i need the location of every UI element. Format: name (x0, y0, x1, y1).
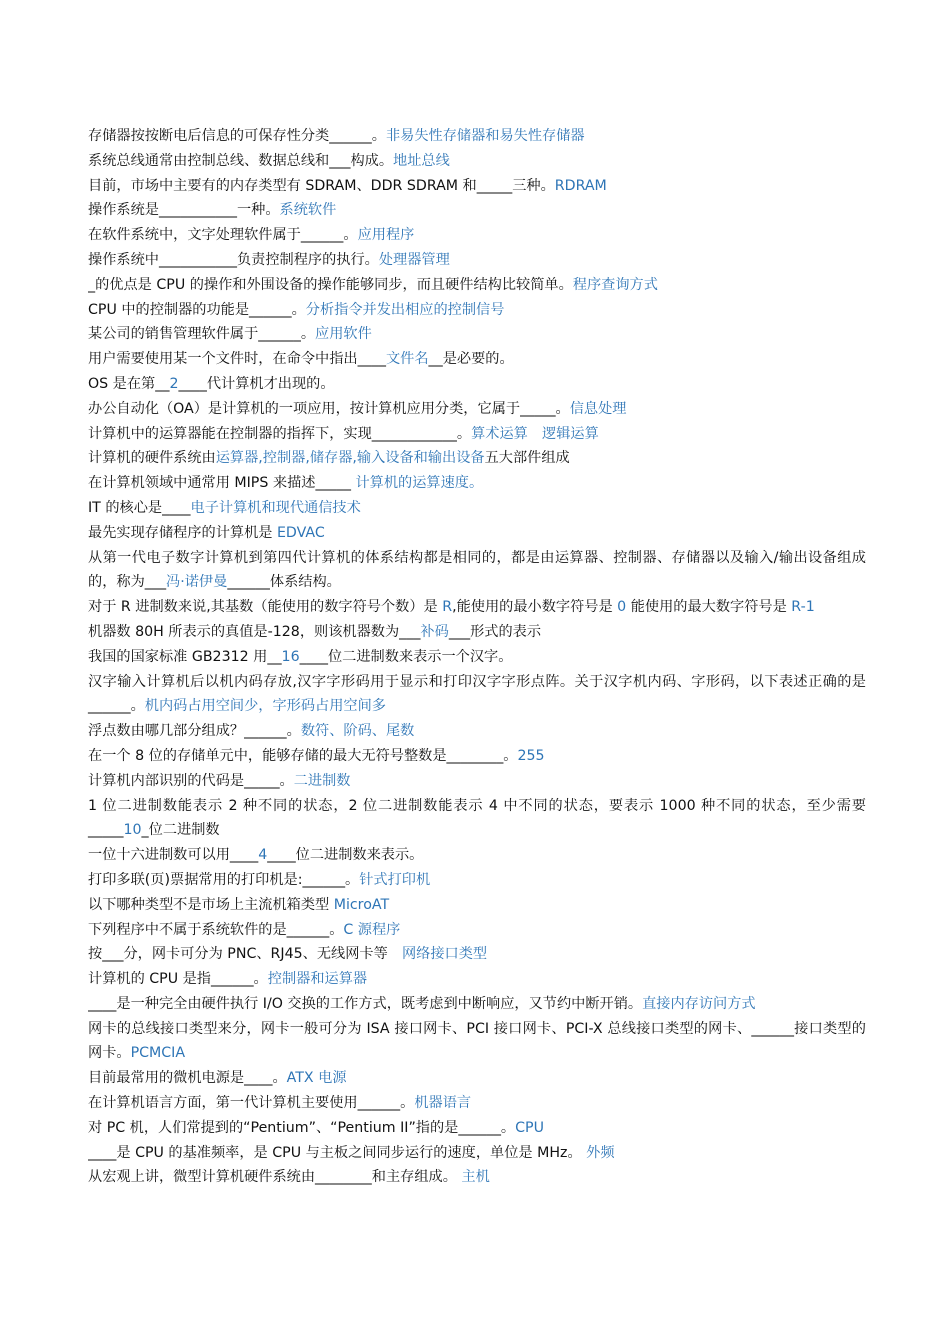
question-text: 某公司的销售管理软件属于______。 (88, 326, 316, 343)
answer-text: 4 (258, 847, 268, 864)
question-text: ____位二进制数来表示。 (267, 847, 424, 864)
question-text: 在软件系统中，文字处理软件属于______。 (88, 227, 358, 244)
answer-text: 补码 (420, 623, 449, 640)
question-line (88, 967, 866, 992)
question-text: 对于 R 进制数来说,其基数（能使用的数字符号个数）是 (88, 599, 443, 616)
question-line (88, 645, 866, 670)
question-text: ____是 CPU 的基准频率，是 CPU 与主板之间同步运行的速度，单位是 MHz。 (88, 1144, 587, 1161)
question-text: 计算机中的运算器能在控制器的指挥下，实现____________。 (88, 425, 472, 442)
document-body (88, 124, 866, 1190)
answer-text: 255 (517, 747, 545, 764)
answer-text: ATX 电源 (286, 1070, 347, 1087)
answer-text: 电子计算机和现代通信技术 (190, 499, 361, 516)
answer-text: 直接内存访问方式 (642, 995, 756, 1012)
question-line (88, 769, 866, 794)
answer-text: 16 (281, 648, 300, 665)
answer-text: 文件名 (385, 351, 429, 368)
question-text: 最先实现存储程序的计算机是 (88, 524, 277, 541)
question-line (88, 1165, 866, 1190)
question-line (88, 1066, 866, 1091)
question-text: 办公自动化（OA）是计算机的一项应用，按计算机应用分类，它属于_____。 (88, 400, 570, 417)
question-text: 我国的国家标准 GB2312 用__ (88, 648, 282, 665)
question-line (88, 471, 866, 496)
answer-text: 机内码占用空间少，字形码占用空间多 (144, 698, 386, 715)
question-text: _位二进制数 (141, 822, 220, 839)
answer-text: 外频 (586, 1144, 615, 1161)
answer-text: CPU (515, 1119, 544, 1136)
answer-text: 算术运算 逻辑运算 (471, 425, 599, 442)
question-text: 操作系统是___________一种。 (88, 202, 280, 219)
question-text: 计算机内部识别的代码是_____。 (88, 772, 294, 789)
answer-text: RDRAM (554, 177, 607, 194)
question-text: 一位十六进制数可以用____ (88, 847, 259, 864)
question-text: 从第一代电子数字计算机到第四代计算机的体系结构都是相同的，都是由运算器、控制器、存储器以及输入/输出设备组成的，称为___ (88, 549, 866, 591)
question-text: 用户需要使用某一个文件时，在命令中指出____ (88, 351, 386, 368)
question-text: 系统总线通常由控制总线、数据总线和___构成。 (88, 152, 394, 169)
question-text: ,能使用的最小数字符号是 (452, 599, 618, 616)
question-line (88, 942, 866, 967)
question-line (88, 794, 866, 844)
question-line (88, 347, 866, 372)
answer-text: MicroAT (333, 896, 390, 913)
question-line (88, 496, 866, 521)
answer-text: 程序查询方式 (572, 276, 658, 293)
question-text: 计算机的硬件系统由 (88, 450, 216, 467)
question-text: OS 是在第__ (88, 375, 170, 392)
question-line (88, 546, 866, 596)
question-text: ___形式的表示 (448, 623, 542, 640)
question-text: ______体系结构。 (227, 574, 341, 591)
question-text: 能使用的最大数字符号是 (626, 599, 792, 616)
answer-text: 应用程序 (357, 227, 415, 244)
question-line (88, 273, 866, 298)
question-line (88, 744, 866, 769)
answer-text: 应用软件 (315, 326, 372, 343)
question-line (88, 124, 866, 149)
question-text: 按___分，网卡可分为 PNC、RJ45、无线网卡等 (88, 946, 402, 963)
answer-text: 针式打印机 (359, 871, 431, 888)
answer-text: R (442, 599, 453, 616)
question-line (88, 595, 866, 620)
question-line (88, 1116, 866, 1141)
answer-text: 运算器,控制器,储存器,输入设备和输出设备 (215, 450, 485, 467)
answer-text: 系统软件 (279, 202, 337, 219)
question-line (88, 149, 866, 174)
answer-text: 冯·诺伊曼 (166, 574, 228, 591)
question-text: 以下哪种类型不是市场上主流机箱类型 (88, 896, 334, 913)
question-line (88, 719, 866, 744)
question-text: 操作系统中___________负责控制程序的执行。 (88, 251, 379, 268)
question-line (88, 322, 866, 347)
question-text: ____是一种完全由硬件执行 I/O 交换的工作方式，既考虑到中断响应，又节约中断开销。 (88, 995, 643, 1012)
question-line (88, 198, 866, 223)
answer-text: 计算机的运算速度。 (355, 475, 484, 492)
question-text: 对 PC 机，人们常提到的“Pentium”、“Pentium II”指的是______。 (88, 1119, 516, 1136)
question-line (88, 918, 866, 943)
question-line (88, 1141, 866, 1166)
answer-text: R-1 (791, 599, 815, 616)
question-text: 下列程序中不属于系统软件的是______。 (88, 921, 344, 938)
question-text: 在计算机领域中通常用 MIPS 来描述_____ (88, 475, 356, 492)
question-text: 五大部件组成 (484, 450, 570, 467)
question-text: 存储器按按断电后信息的可保存性分类______。 (88, 128, 386, 144)
answer-text: 数符、阶码、尾数 (300, 723, 415, 740)
question-text: 在计算机语言方面，第一代计算机主要使用______。 (88, 1095, 415, 1112)
answer-text: 分析指令并发出相应的控制信号 (305, 301, 505, 318)
answer-text: C 源程序 (343, 921, 401, 938)
question-text: _的优点是 CPU 的操作和外围设备的操作能够同步，而且硬件结构比较简单。 (88, 276, 573, 293)
question-text: 从宏观上讲，微型计算机硬件系统由________和主存组成。 (88, 1169, 462, 1186)
question-line (88, 670, 866, 720)
question-line (88, 446, 866, 471)
answer-text: 信息处理 (569, 400, 627, 417)
answer-text: 处理器管理 (378, 251, 450, 268)
answer-text: 主机 (461, 1169, 490, 1186)
question-line (88, 223, 866, 248)
answer-text: 2 (169, 375, 179, 392)
question-line (88, 174, 866, 199)
answer-text: EDVAC (276, 524, 325, 541)
question-text: 汉字输入计算机后以机内码存放,汉字字形码用于显示和打印汉字字形点阵。关于汉字机内码、字形码，以下表述正确的是______。 (88, 673, 866, 715)
answer-text: 网络接口类型 (401, 946, 488, 963)
question-line (88, 992, 866, 1017)
answer-text: 机器语言 (414, 1095, 472, 1112)
question-text: ____位二进制数来表示一个汉字。 (299, 648, 513, 665)
question-text: ____代计算机才出现的。 (178, 375, 335, 392)
question-text: 在一个 8 位的存储单元中，能够存储的最大无符号整数是________。 (88, 747, 518, 764)
question-line (88, 843, 866, 868)
answer-text: 地址总线 (393, 152, 450, 169)
answer-text: 二进制数 (293, 772, 351, 789)
answer-text: PCMCIA (130, 1045, 186, 1062)
answer-text: 0 (617, 599, 627, 616)
question-text: 浮点数由哪几部分组成？______。 (88, 723, 301, 740)
question-line (88, 298, 866, 323)
question-line (88, 1091, 866, 1116)
question-text: 计算机的 CPU 是指______。 (88, 971, 268, 988)
question-line (88, 372, 866, 397)
question-line (88, 397, 866, 422)
question-line (88, 248, 866, 273)
question-text: 机器数 80H 所表示的真值是-128，则该机器数为___ (88, 623, 421, 640)
question-line (88, 893, 866, 918)
answer-text: 10 (123, 822, 142, 839)
question-text: 目前最常用的微机电源是____。 (88, 1070, 287, 1087)
question-text: 网卡的总线接口类型来分，网卡一般可分为 ISA 接口网卡、PCI 接口网卡、PCI-X 总线接口类型的网卡、______接口类型的网卡。 (88, 1020, 866, 1062)
answer-text: 控制器和运算器 (267, 971, 368, 988)
question-line (88, 868, 866, 893)
question-text: 打印多联(页)票据常用的打印机是:______。 (88, 871, 360, 888)
answer-text: 非易失性存储器和易失性存储器 (385, 128, 585, 144)
question-line (88, 521, 866, 546)
question-line (88, 620, 866, 645)
question-text: __是必要的。 (428, 351, 514, 368)
question-text: 1 位二进制数能表示 2 种不同的状态，2 位二进制数能表示 4 中不同的状态，要表示 1000 种不同的状态，至少需要_____ (88, 797, 866, 839)
question-text: 目前，市场中主要有的内存类型有 SDRAM、DDR SDRAM 和_____三种。 (88, 177, 555, 194)
question-line (88, 422, 866, 447)
question-text: CPU 中的控制器的功能是______。 (88, 301, 306, 318)
question-text: IT 的核心是____ (88, 499, 191, 516)
question-line (88, 1017, 866, 1067)
